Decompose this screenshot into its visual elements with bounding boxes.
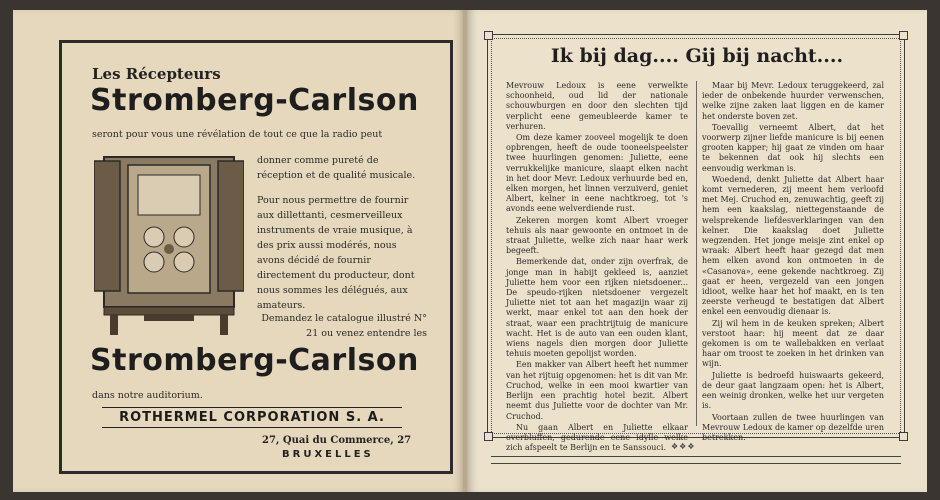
article-column-2 xyxy=(702,81,884,444)
company-address: 27, Quai du Commerce, 27 xyxy=(262,435,412,446)
article-title: Ik bij dag.... Gij bij nacht.... xyxy=(550,45,844,67)
ad-brand-top: Stromberg-Carlson xyxy=(90,83,419,118)
corner-ornament xyxy=(899,31,908,40)
corner-ornament xyxy=(484,31,493,40)
paragraph: Zij wil hem in de keuken spreken; Albert verstoot haar: hij meent dat ze daar gekomen is om te wallebakken en verlaat haar om troost te zoeken in het drinken van wijn. xyxy=(702,318,884,369)
company-name: ROTHERMEL CORPORATION S. A. xyxy=(102,407,402,428)
ad-kicker: Les Récepteurs xyxy=(92,65,221,83)
paragraph: Een makker van Albert heeft het nummer van het rijtuig opgenomen: het is dit van Mr. Cruchod, welke in een mooi kwartier van Berlijn een prachtig hotel bezit. Albert neemt dus Juliette voor de dochter van Mr. Cruchod. xyxy=(506,360,688,421)
ad-intro-2: donner comme pureté de réception et de qualité musicale. xyxy=(257,155,416,181)
ad-catalogue: Demandez le catalogue illustré N° 21 ou venez entendre les xyxy=(261,313,427,339)
footer-rule xyxy=(491,456,901,464)
paragraph: Woedend, denkt Juliette dat Albert haar komt vernederen, zij meent hem verloofd met Mej. Cruchod en, zenuwachtig, geeft zij hem een kaakslag, niettegenstaande de welsprekende liefdesverklaringen van den kelner. Die kaakslag doet Juliette wegzenden. Het jonge meisje zint enkel op wraak: Albert heeft haar gezegd dat men hem elken avond kon ontmoeten in de «Casanova», eene gekende nachtkroeg. Zij gaat er heen, vergezeld van een jongen idioot, welke haar het hof maakt, en is ten zeerste verheugd te bestatigen dat Albert enkel een eenvoudig dienaar is. xyxy=(702,174,884,317)
ornament-squares: ❖❖❖ xyxy=(671,442,696,451)
paragraph: Bemerkende dat, onder zijn overfrak, de jonge man in habijt gekleed is, aanziet Juliette hem voor een rijken nietsdoener... De speudo-rijken nietsdoener vergezelt Juliette niet tot aan het magazijn waar zij werkt, maar enkel tot aan den hoek der straat, waar een prachtrijtuig de manicure wacht. Het is de auto van een ouden klant, wiens nagels dien morgen door Juliette tehuis moeten gepolijst worden. xyxy=(506,257,688,359)
ad-intro: seront pour vous une révélation de tout ce que la radio peut xyxy=(92,129,383,140)
article-column-1 xyxy=(506,81,688,454)
paragraph: Maar bij Mevr. Ledoux teruggekeerd, zal ieder de onbekende huurder verwenschen, welke zijne zaken laat liggen en de kamer het onderste boven zet. xyxy=(702,81,884,121)
ad-brand-bottom: Stromberg-Carlson xyxy=(90,343,419,378)
paragraph: Nu gaan Albert en Juliette elkaar overbluffen, gedurende eene idylle welke zich afspeelt te Berlijn en te Sanssouci. xyxy=(506,422,688,453)
ad-body: Pour nous permettre de fournir aux dillettanti, cesmerveilleux instruments de vraie musique, à des prix aussi modérés, nous avons décidé de fournir directement du producteur, dont nous sommes les délégués, aux amateurs. xyxy=(257,195,415,311)
paragraph: Zekeren morgen komt Albert vroeger tehuis als naar gewoonte en ontmoet in de straat Juliette, welke zich naar haar werk begeeft. xyxy=(506,215,688,256)
paragraph: Juliette is bedroefd huiswaarts gekeerd, de deur gaat langzaam open: het is Albert, een weinig dronken, welke het uur vergeten is. xyxy=(702,370,884,411)
radio-cabinet-illustration xyxy=(94,147,244,337)
right-page xyxy=(467,10,927,492)
advertisement-frame xyxy=(59,40,453,474)
corner-ornament xyxy=(484,432,493,441)
left-page xyxy=(13,10,465,492)
paragraph: Toevallig verneemt Albert, dat het voorwerp zijner liefde manicure is bij eenen grooten kapper; hij gaat ze vinden om haar te bekennen dat ook hij slechts een eenvoudig werkman is. xyxy=(702,122,884,173)
article-frame xyxy=(487,34,905,453)
paragraph: Voortaan zullen de twee huurlingen van Mevrouw Ledoux de kamer op dezelfde uren betrekken. xyxy=(702,412,884,442)
column-divider xyxy=(696,81,697,426)
paragraph: Mevrouw Ledoux is eene verwelkte schoonheid, oud lid der nationale schouwburgen en door den slechten tijd verplicht eene gemeubleerde kamer te verhuren. xyxy=(506,81,688,131)
paragraph: Om deze kamer zooveel mogelijk te doen opbrengen, heeft de oude tooneelspeelster twee huurlingen genomen: Juliette, eene verrukkelijke manicure, slaapt elken nacht in het door Mevr. Ledoux verhuurde bed en, elken morgen, het linnen verzuiverd, geniet Albert, kelner in eene nachtkroeg, tot 's avonds eene welverdiende rust. xyxy=(506,133,688,214)
company-city: BRUXELLES xyxy=(282,449,374,460)
ad-auditorium: dans notre auditorium. xyxy=(92,390,203,401)
corner-ornament xyxy=(899,432,908,441)
